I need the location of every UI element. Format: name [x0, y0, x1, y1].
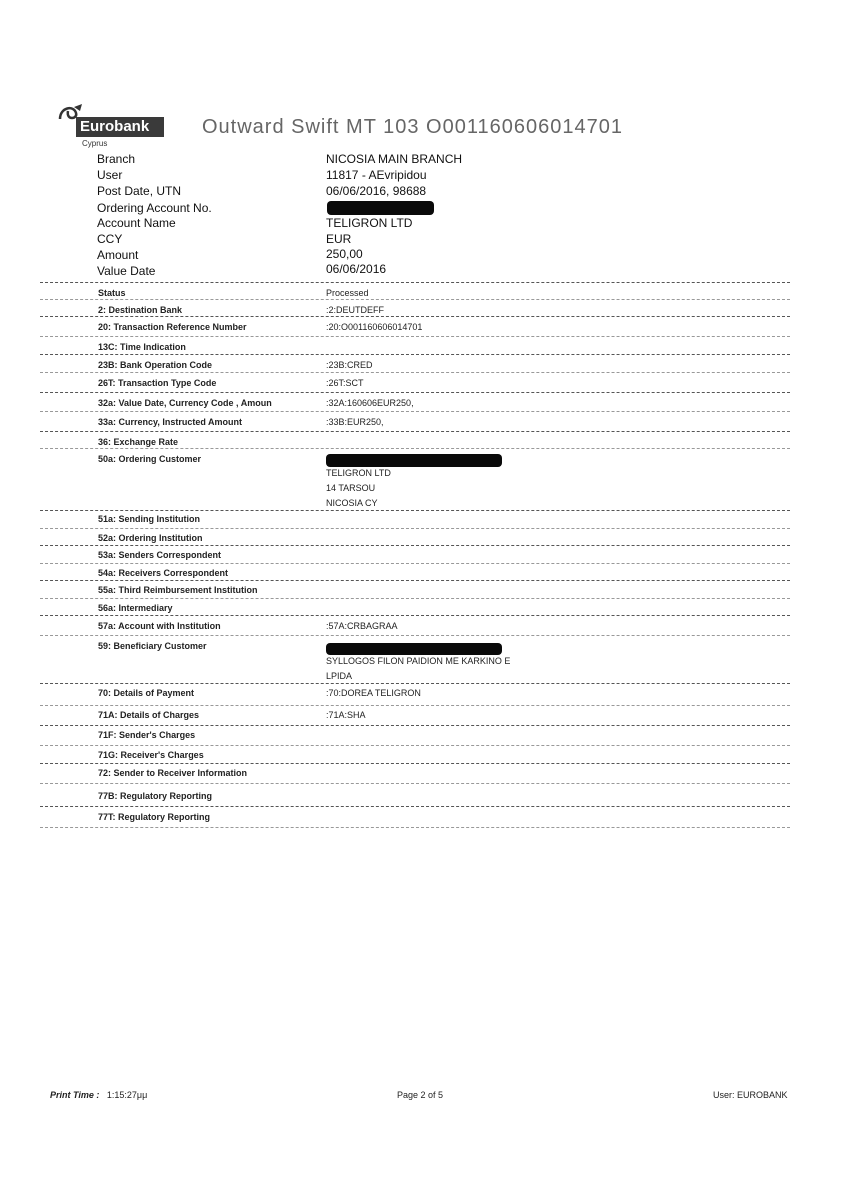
field-label: 70: Details of Payment [98, 688, 195, 698]
header-value: 06/06/2016, 98688 [326, 184, 427, 198]
field-label: 32a: Value Date, Currency Code , Amoun [98, 398, 272, 408]
row-separator [40, 411, 790, 412]
field-label: 2: Destination Bank [98, 305, 183, 315]
footer-user: User: EUROBANK [713, 1090, 788, 1100]
field-value: :32A:160606EUR250, [326, 398, 414, 408]
row-separator [40, 827, 790, 828]
field-value: :70:DOREA TELIGRON [326, 688, 421, 698]
field-value-line: 14 TARSOU [326, 483, 376, 493]
field-label: Status [98, 288, 126, 298]
field-value: :23B:CRED [326, 360, 373, 370]
header-value: TELIGRON LTD [326, 216, 413, 230]
header-value: 06/06/2016 [326, 262, 387, 276]
field-label: 56a: Intermediary [98, 603, 173, 613]
row-separator [40, 635, 790, 636]
field-label: 33a: Currency, Instructed Amount [98, 417, 243, 427]
field-value-line: SYLLOGOS FILON PAIDION ME KARKINO E [326, 656, 511, 666]
row-separator [40, 580, 790, 581]
row-separator [40, 448, 790, 449]
page-title: Outward Swift MT 103 O001160606014701 [202, 116, 623, 138]
header-value: 250,00 [326, 247, 363, 261]
field-value: :57A:CRBAGRAA [326, 621, 398, 631]
header-label: Value Date [97, 264, 156, 278]
row-separator [40, 316, 790, 317]
field-label: 20: Transaction Reference Number [98, 322, 247, 332]
header-label: Ordering Account No. [97, 201, 212, 215]
field-value: :26T:SCT [326, 378, 364, 388]
header-label: CCY [97, 232, 123, 246]
field-label: 52a: Ordering Institution [98, 533, 203, 543]
row-separator [40, 392, 790, 393]
field-label: 77B: Regulatory Reporting [98, 791, 213, 801]
field-label: 72: Sender to Receiver Information [98, 768, 248, 778]
header-value: EUR [326, 232, 352, 246]
row-separator [40, 372, 790, 373]
header-label: Amount [97, 248, 139, 262]
row-separator [40, 282, 790, 283]
field-label: 59: Beneficiary Customer [98, 641, 207, 651]
header-label: Branch [97, 152, 136, 166]
row-separator [40, 705, 790, 706]
field-label: 71F: Sender's Charges [98, 730, 196, 740]
row-separator [40, 683, 790, 684]
field-value: Processed [326, 288, 369, 298]
field-value: :71A:SHA [326, 710, 366, 720]
field-label: 71G: Receiver's Charges [98, 750, 204, 760]
row-separator [40, 510, 790, 511]
field-label: 13C: Time Indication [98, 342, 186, 352]
row-separator [40, 615, 790, 616]
row-separator [40, 598, 790, 599]
field-label: 50a: Ordering Customer [98, 454, 202, 464]
field-label: 54a: Receivers Correspondent [98, 568, 229, 578]
footer-page-number: Page 2 of 5 [397, 1090, 444, 1100]
row-separator [40, 431, 790, 432]
field-value-line: NICOSIA CY [326, 498, 378, 508]
field-label: 53a: Senders Correspondent [98, 550, 222, 560]
logo-brand: Eurobank [76, 117, 164, 137]
field-label: 57a: Account with Institution [98, 621, 221, 631]
header-value: NICOSIA MAIN BRANCH [326, 152, 463, 166]
field-label: 26T: Transaction Type Code [98, 378, 217, 388]
field-value: :33B:EUR250, [326, 417, 384, 427]
row-separator [40, 563, 790, 564]
field-value: :20:O001160606014701 [326, 322, 423, 332]
eurobank-logo [56, 103, 166, 153]
redaction-account-no [327, 201, 434, 215]
header-label: Account Name [97, 216, 176, 230]
field-label: 23B: Bank Operation Code [98, 360, 213, 370]
header-label: User [97, 168, 123, 182]
header-label: Post Date, UTN [97, 184, 182, 198]
row-separator [40, 763, 790, 764]
field-value: :2:DEUTDEFF [326, 305, 385, 315]
row-separator [40, 783, 790, 784]
field-label: 71A: Details of Charges [98, 710, 200, 720]
row-separator [40, 725, 790, 726]
redaction-ordering-customer [326, 454, 502, 467]
row-separator [40, 806, 790, 807]
print-time-value: 1:15:27μμ [106, 1090, 148, 1100]
field-label: 51a: Sending Institution [98, 514, 201, 524]
field-label: 77T: Regulatory Reporting [98, 812, 211, 822]
header-value: 11817 - AEvripidou [326, 168, 427, 182]
field-label: 55a: Third Reimbursement Institution [98, 585, 258, 595]
row-separator [40, 545, 790, 546]
footer-print-time [50, 1090, 147, 1100]
row-separator [40, 299, 790, 300]
logo-country: Cyprus [82, 139, 108, 148]
row-separator [40, 528, 790, 529]
field-value-line: LPIDA [326, 671, 353, 681]
redaction-beneficiary [326, 643, 502, 655]
row-separator [40, 336, 790, 337]
field-label: 36: Exchange Rate [98, 437, 179, 447]
row-separator [40, 745, 790, 746]
field-value-line: TELIGRON LTD [326, 468, 391, 478]
row-separator [40, 354, 790, 355]
print-time-label: Print Time : [50, 1090, 100, 1100]
